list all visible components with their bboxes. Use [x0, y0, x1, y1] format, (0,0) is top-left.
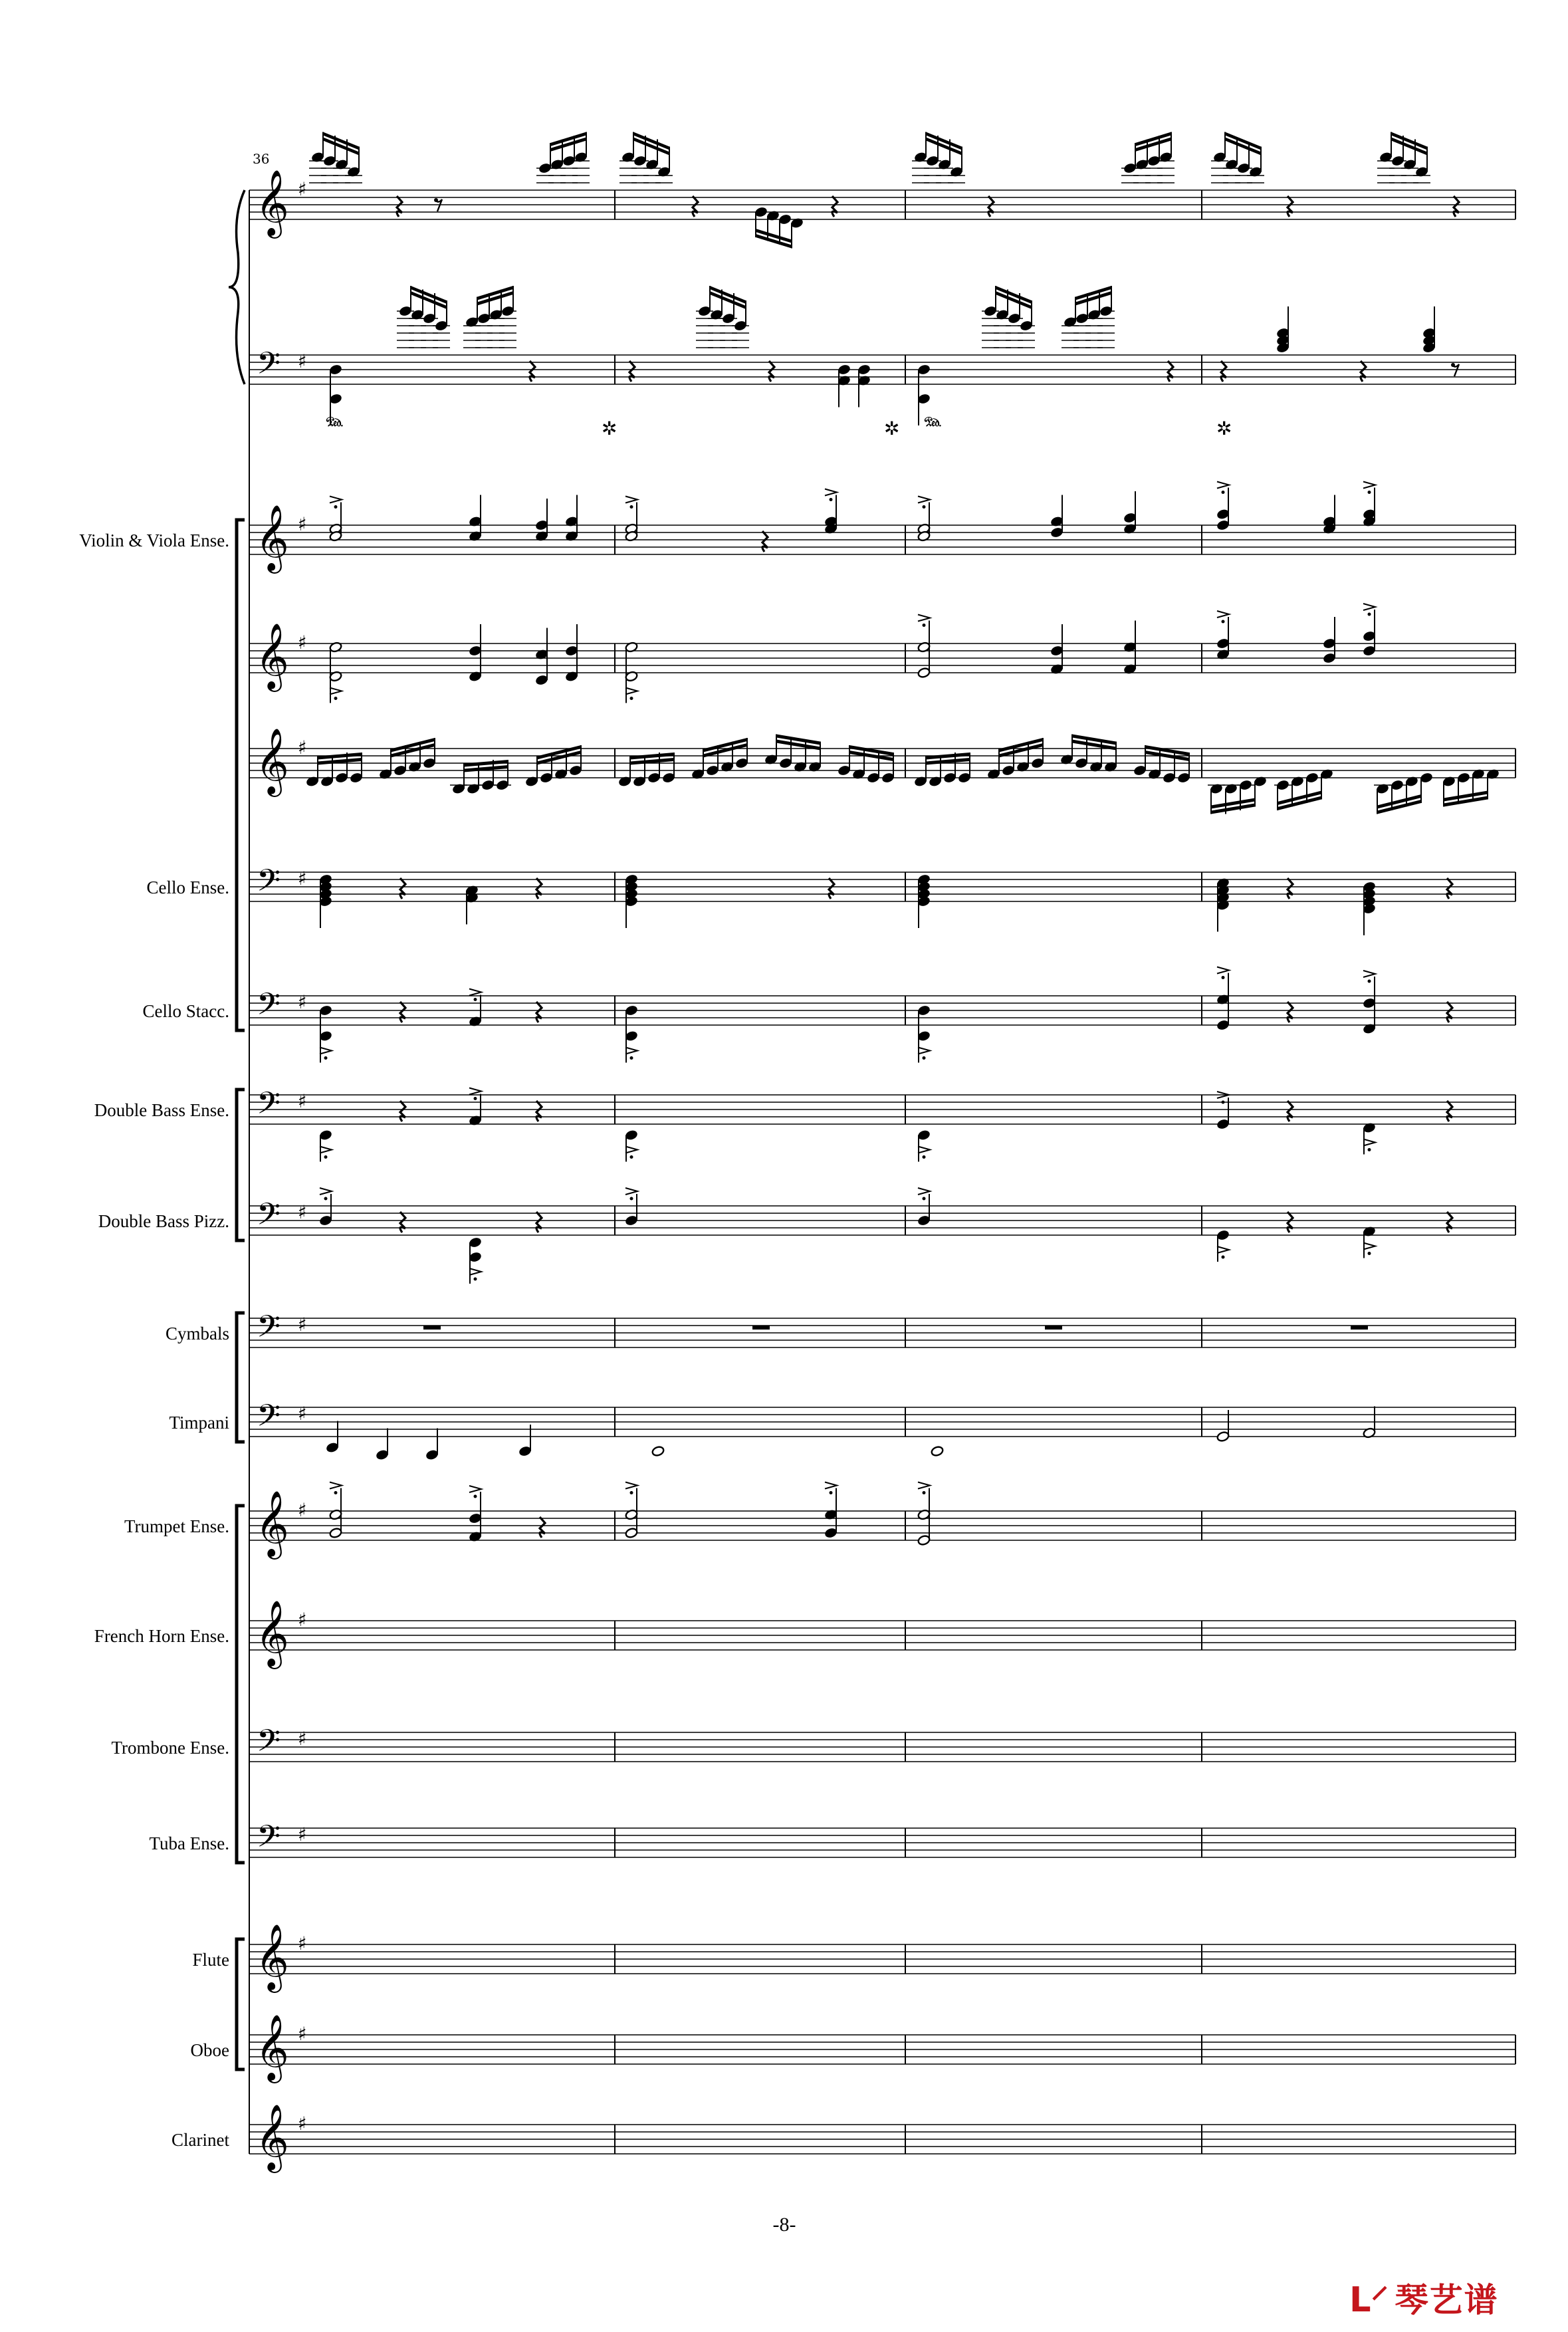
- quarter-rest: [988, 196, 994, 217]
- bass-clef-icon: 𝄢: [257, 1819, 281, 1862]
- accent-mark: [918, 497, 930, 503]
- instrument-label: Clarinet: [171, 2130, 229, 2150]
- accent-mark: [320, 1147, 332, 1153]
- staff-cello-ense: [249, 863, 1515, 906]
- key-signature-sharp-icon: ♯: [298, 868, 307, 889]
- accent-mark: [918, 1147, 930, 1153]
- accent-mark: [1363, 482, 1375, 489]
- quarter-rest: [400, 1212, 405, 1232]
- quarter-rest: [1447, 1002, 1452, 1022]
- treble-clef-icon: 𝄞: [255, 505, 289, 571]
- key-signature-sharp-icon: ♯: [298, 178, 307, 200]
- site-logo: [1349, 2280, 1549, 2320]
- staff-double-bass-pizz: [249, 1197, 1515, 1240]
- instrument-label: Double Bass Ense.: [94, 1100, 229, 1120]
- quarter-rest: [1288, 1101, 1293, 1121]
- instrument-label: Trombone Ense.: [111, 1738, 229, 1758]
- staccato-dot: [630, 1056, 633, 1060]
- key-signature-sharp-icon: ♯: [298, 1201, 307, 1223]
- staccato-dot: [474, 1278, 477, 1281]
- quarter-rest: [693, 196, 698, 217]
- group-bracket: [237, 520, 245, 1030]
- treble-clef-icon: 𝄞: [255, 1600, 289, 1667]
- staff-clarinet: [249, 2104, 1515, 2173]
- bass-clef-icon: 𝄢: [257, 1309, 281, 1352]
- staccato-dot: [324, 1197, 328, 1201]
- quarter-rest: [400, 1002, 405, 1022]
- key-signature-sharp-icon: ♯: [298, 1090, 307, 1112]
- note-head: [651, 1445, 665, 1457]
- key-signature-sharp-icon: ♯: [298, 2113, 307, 2135]
- quarter-rest: [829, 878, 834, 899]
- accent-mark: [625, 497, 637, 503]
- instrument-label: Oboe: [190, 2040, 229, 2060]
- quarter-rest: [530, 361, 535, 382]
- staccato-dot: [334, 505, 338, 509]
- quarter-rest: [832, 196, 838, 217]
- whole-rest: [423, 1326, 441, 1330]
- staccato-dot: [1368, 491, 1371, 494]
- staff-oboe: [249, 2014, 1515, 2083]
- staccato-dot: [1222, 620, 1225, 624]
- staff-trumpet: [249, 1490, 1515, 1560]
- key-signature-sharp-icon: ♯: [298, 1499, 307, 1521]
- staff-timpani: [249, 1398, 1515, 1441]
- accent-mark: [1217, 611, 1229, 618]
- staccato-dot: [1368, 1148, 1371, 1151]
- staccato-dot: [830, 1491, 833, 1494]
- quarter-rest: [629, 361, 635, 382]
- key-signature-sharp-icon: ♯: [298, 2023, 307, 2045]
- quarter-rest: [769, 361, 774, 382]
- staccato-dot: [923, 1056, 926, 1060]
- quarter-rest: [540, 1517, 545, 1538]
- staff-cello-stacc: [249, 987, 1515, 1030]
- staccato-dot: [923, 624, 926, 627]
- key-signature-sharp-icon: ♯: [298, 737, 307, 758]
- notation-content: [306, 132, 1500, 1546]
- group-bracket: [237, 1506, 245, 1863]
- whole-rest: [752, 1326, 770, 1330]
- treble-clef-icon: 𝄞: [255, 623, 289, 689]
- pedal-up-mark: ✲: [602, 417, 617, 439]
- key-signature-sharp-icon: ♯: [298, 1314, 307, 1336]
- staccato-dot: [324, 1155, 328, 1159]
- accent-mark: [918, 615, 930, 622]
- accent-mark: [918, 1188, 930, 1195]
- group-bracket: [237, 1090, 245, 1240]
- staff-tuba: [249, 1819, 1515, 1862]
- staccato-dot: [1222, 1101, 1225, 1104]
- key-signature-sharp-icon: ♯: [298, 1403, 307, 1425]
- logo-text: 琴艺谱: [1395, 2281, 1499, 2319]
- accent-mark: [1217, 1246, 1229, 1253]
- instrument-label: Cello Ense.: [146, 877, 229, 897]
- accent-mark: [825, 1482, 837, 1489]
- staff-flute: [249, 1924, 1515, 1993]
- group-bracket: [237, 1939, 245, 2069]
- treble-clef-icon: 𝄞: [255, 170, 289, 236]
- treble-clef-icon: 𝄞: [255, 2104, 289, 2170]
- accent-mark: [330, 1482, 342, 1489]
- staff-double-bass-ense: [249, 1086, 1515, 1129]
- staccato-dot: [1222, 976, 1225, 979]
- key-signature-sharp-icon: ♯: [298, 1823, 307, 1845]
- quarter-rest: [1288, 878, 1293, 899]
- whole-rest: [1351, 1326, 1368, 1330]
- staccato-dot: [830, 498, 833, 501]
- quarter-rest: [1361, 361, 1366, 382]
- instrument-label: Cymbals: [165, 1324, 229, 1343]
- key-signature-sharp-icon: ♯: [298, 1728, 307, 1750]
- instrument-label: Violin & Viola Ense.: [79, 530, 229, 550]
- accent-mark: [625, 1147, 637, 1153]
- bass-clef-icon: 𝄢: [257, 863, 281, 906]
- treble-clef-icon: 𝄞: [255, 728, 289, 794]
- accent-mark: [625, 1482, 637, 1489]
- staccato-dot: [630, 1491, 633, 1494]
- treble-clef-icon: 𝄞: [255, 1924, 289, 1990]
- staccato-dot: [474, 1097, 477, 1100]
- quarter-rest: [400, 1101, 405, 1121]
- bass-clef-icon: 𝄢: [257, 1086, 281, 1129]
- accent-mark: [469, 989, 481, 996]
- accent-mark: [1217, 967, 1229, 974]
- bass-clef-icon: 𝄢: [257, 1723, 281, 1766]
- treble-clef-icon: 𝄞: [255, 1490, 289, 1557]
- pedal-down-mark: 𝆮: [924, 411, 942, 441]
- accent-mark: [625, 1188, 637, 1195]
- staff-violin-viola-3: [249, 728, 1515, 797]
- pedal-up-mark: ✲: [884, 417, 900, 439]
- accent-mark: [625, 1048, 637, 1054]
- staccato-dot: [474, 998, 477, 1001]
- accent-mark: [469, 1486, 481, 1492]
- accent-mark: [1363, 1139, 1375, 1146]
- staccato-dot: [334, 1491, 338, 1494]
- key-signature-sharp-icon: ♯: [298, 632, 307, 653]
- staccato-dot: [630, 1155, 633, 1159]
- quarter-rest: [1288, 1002, 1293, 1022]
- accent-mark: [1363, 971, 1375, 977]
- accent-mark: [1363, 1243, 1375, 1250]
- logo-icon: ᒪ⸍: [1349, 2280, 1389, 2320]
- accent-mark: [330, 497, 342, 503]
- quarter-rest: [1454, 196, 1459, 217]
- accent-mark: [469, 1088, 481, 1095]
- instrument-label: Tuba Ense.: [149, 1833, 229, 1853]
- instrument-label: French Horn Ense.: [94, 1626, 229, 1646]
- quarter-rest: [397, 196, 402, 217]
- accent-mark: [918, 1048, 930, 1054]
- accent-mark: [918, 1482, 930, 1489]
- quarter-rest: [536, 1212, 542, 1232]
- staccato-dot: [1222, 491, 1225, 494]
- staff-cymbals: [249, 1309, 1515, 1352]
- instrument-label: Flute: [192, 1950, 229, 1970]
- accent-mark: [469, 1268, 481, 1275]
- staccato-dot: [474, 1495, 477, 1498]
- staccato-dot: [923, 505, 926, 509]
- quarter-rest: [536, 1101, 542, 1121]
- staccato-dot: [1368, 1252, 1371, 1255]
- staccato-dot: [1368, 613, 1371, 616]
- accent-mark: [320, 1048, 332, 1054]
- staccato-dot: [630, 1197, 633, 1201]
- key-signature-sharp-icon: ♯: [298, 1609, 307, 1631]
- instrument-label: Trumpet Ense.: [124, 1516, 229, 1536]
- instrument-label: Timpani: [169, 1413, 229, 1433]
- staccato-dot: [630, 505, 633, 509]
- page-number: -8-: [772, 2214, 796, 2236]
- accent-mark: [825, 489, 837, 496]
- instrument-label: Cello Stacc.: [142, 1001, 229, 1021]
- accent-mark: [320, 1188, 332, 1195]
- quarter-rest: [1447, 1212, 1452, 1232]
- measure-number: 36: [253, 151, 270, 167]
- staccato-dot: [334, 697, 338, 700]
- key-signature-sharp-icon: ♯: [298, 513, 307, 535]
- staccato-dot: [923, 1155, 926, 1159]
- accent-mark: [1217, 482, 1229, 489]
- quarter-rest: [1447, 878, 1452, 899]
- pedal-down-mark: 𝆮: [326, 411, 344, 441]
- quarter-rest: [1168, 361, 1173, 382]
- quarter-rest: [1288, 1212, 1293, 1232]
- pedal-up-mark: ✲: [1216, 417, 1232, 439]
- staff-piano-lh: [249, 346, 1515, 389]
- staccato-dot: [630, 697, 633, 700]
- whole-rest: [1045, 1326, 1062, 1330]
- treble-clef-icon: 𝄞: [255, 2014, 289, 2081]
- instrument-label: Double Bass Pizz.: [98, 1211, 229, 1231]
- quarter-rest: [1447, 1101, 1452, 1121]
- key-signature-sharp-icon: ♯: [298, 991, 307, 1013]
- bass-clef-icon: 𝄢: [257, 987, 281, 1030]
- staff-violin-viola-1: [249, 505, 1515, 574]
- staccato-dot: [1222, 1256, 1225, 1259]
- quarter-rest: [536, 1002, 542, 1022]
- bass-clef-icon: 𝄢: [257, 346, 281, 389]
- staccato-dot: [923, 1491, 926, 1494]
- group-bracket: [237, 1313, 245, 1442]
- quarter-rest: [400, 878, 405, 899]
- bass-clef-icon: 𝄢: [257, 1398, 281, 1441]
- quarter-rest: [1288, 196, 1293, 217]
- staccato-dot: [1368, 980, 1371, 983]
- staccato-dot: [923, 1197, 926, 1201]
- accent-mark: [1363, 604, 1375, 610]
- key-signature-sharp-icon: ♯: [298, 350, 307, 372]
- quarter-rest: [1221, 361, 1226, 382]
- staff-french-horn: [249, 1600, 1515, 1669]
- quarter-rest: [536, 878, 542, 899]
- accent-mark: [625, 688, 637, 695]
- staccato-dot: [324, 1056, 328, 1060]
- note-head: [931, 1445, 944, 1457]
- bass-clef-icon: 𝄢: [257, 1197, 281, 1240]
- staff-trombone: [249, 1723, 1515, 1766]
- piano-brace: [229, 190, 245, 384]
- key-signature-sharp-icon: ♯: [298, 1932, 307, 1954]
- staff-piano-rh: [249, 170, 1515, 239]
- quarter-rest: [762, 531, 768, 552]
- accent-mark: [330, 688, 342, 695]
